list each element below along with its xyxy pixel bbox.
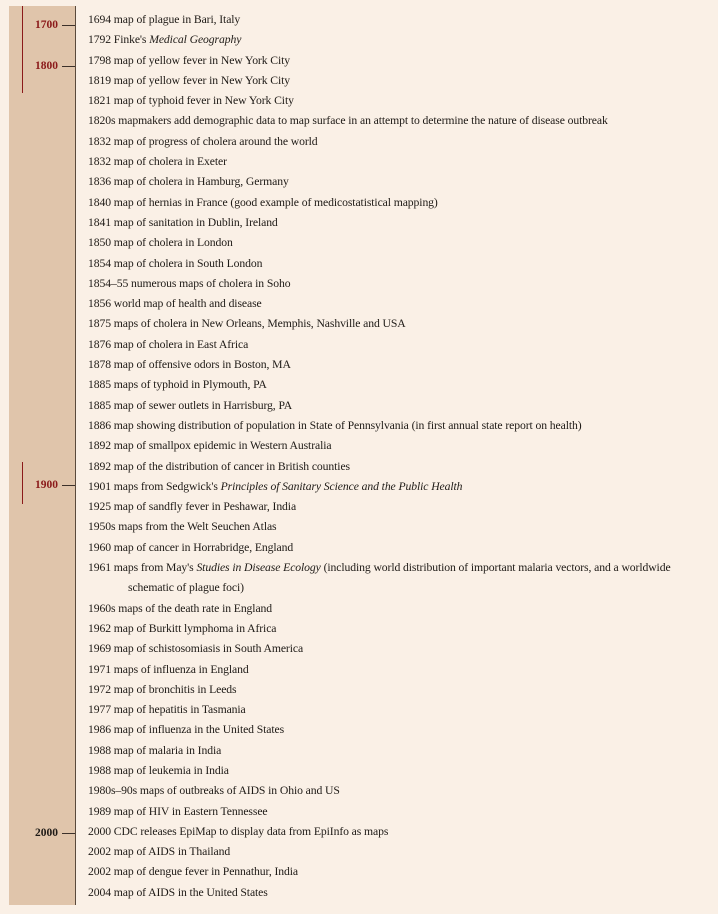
timeline-entry-text: 1960 map of cancer in Horrabridge, England bbox=[88, 540, 294, 554]
timeline-entry bbox=[88, 172, 714, 192]
timeline-entry bbox=[88, 883, 714, 903]
timeline-entry-text: 1850 map of cholera in London bbox=[88, 236, 233, 250]
timeline-entry-text: 1885 map of sewer outlets in Harrisburg, PA bbox=[88, 398, 293, 412]
timeline-entry-text: 1925 map of sandfly fever in Peshawar, India bbox=[88, 500, 297, 514]
timeline-entry bbox=[88, 822, 714, 842]
timeline-entry bbox=[88, 700, 714, 720]
timeline-entry bbox=[88, 71, 714, 91]
timeline-entry-text: 1969 map of schistosomiasis in South America bbox=[88, 642, 304, 656]
timeline-entry bbox=[88, 802, 714, 822]
timeline-entry-text: 1798 map of yellow fever in New York City bbox=[88, 53, 291, 67]
timeline-entry bbox=[88, 660, 714, 680]
timeline-entry bbox=[88, 111, 714, 131]
timeline-entry-text: 1832 map of cholera in Exeter bbox=[88, 155, 227, 169]
timeline-entry bbox=[88, 741, 714, 761]
timeline-entry-list bbox=[88, 10, 714, 903]
timeline-entry-text: 1988 map of malaria in India bbox=[88, 743, 222, 757]
timeline-entry bbox=[88, 842, 714, 862]
timeline-entry bbox=[88, 761, 714, 781]
timeline-entry-text: 1892 map of smallpox epidemic in Western Australia bbox=[88, 439, 332, 453]
timeline-entry bbox=[88, 355, 714, 375]
timeline-entry-text: 1836 map of cholera in Hamburg, Germany bbox=[88, 175, 289, 189]
timeline-entry bbox=[88, 396, 714, 416]
timeline-entry bbox=[88, 416, 714, 436]
timeline-entry bbox=[88, 233, 714, 253]
timeline-entry bbox=[88, 599, 714, 619]
timeline-entry bbox=[88, 254, 714, 274]
timeline-entry bbox=[88, 10, 714, 30]
timeline-entry-text: 2000 CDC releases EpiMap to display data from EpiInfo as maps bbox=[88, 824, 389, 838]
timeline-entry bbox=[88, 720, 714, 740]
timeline-entry-text: 1892 map of the distribution of cancer in British counties bbox=[88, 459, 350, 473]
timeline-entry-text: 1971 maps of influenza in England bbox=[88, 662, 249, 676]
year-marker-1700: 1700 bbox=[35, 19, 58, 31]
timeline-entry-text: 1694 map of plague in Bari, Italy bbox=[88, 13, 241, 26]
timeline-entry-title: Principles of Sanitary Science and the Public Health bbox=[220, 479, 463, 493]
timeline-entry-text: 1986 map of influenza in the United States bbox=[88, 723, 285, 737]
timeline-entry-text: 1821 map of typhoid fever in New York City bbox=[88, 94, 294, 108]
timeline-entry bbox=[88, 680, 714, 700]
timeline-entry bbox=[88, 213, 714, 233]
timeline-entry-text: 1980s–90s maps of outbreaks of AIDS in Ohio and US bbox=[88, 784, 340, 798]
timeline-entry bbox=[88, 781, 714, 801]
timeline-entry-text: 1878 map of offensive odors in Boston, MA bbox=[88, 358, 291, 372]
timeline-entry-text: 1856 world map of health and disease bbox=[88, 297, 262, 311]
timeline-entry bbox=[88, 517, 714, 537]
timeline-entry bbox=[88, 51, 714, 71]
timeline-year-panel bbox=[9, 6, 75, 905]
timeline-entry-text: 1989 map of HIV in Eastern Tennessee bbox=[88, 804, 268, 818]
timeline-entry bbox=[88, 436, 714, 456]
timeline-entry-text: 1885 maps of typhoid in Plymouth, PA bbox=[88, 378, 267, 392]
timeline-entry bbox=[88, 538, 714, 558]
timeline-entry-text: 2002 map of dengue fever in Pennathur, India bbox=[88, 865, 298, 879]
timeline-entry-text: 1972 map of bronchitis in Leeds bbox=[88, 682, 237, 696]
year-marker-2000: 2000 bbox=[35, 827, 58, 839]
timeline-entry bbox=[88, 91, 714, 111]
timeline-entry-text: 1820s mapmakers add demographic data to map surface in an attempt to determine the nature of disease outbreak bbox=[88, 114, 608, 128]
timeline-entry-text: 1962 map of Burkitt lymphoma in Africa bbox=[88, 621, 277, 635]
timeline-entry-text: 1950s maps from the Welt Seuchen Atlas bbox=[88, 520, 277, 534]
timeline-entry bbox=[88, 862, 714, 882]
timeline-entry-text: 1854 map of cholera in South London bbox=[88, 256, 263, 270]
timeline-entry bbox=[88, 30, 714, 50]
timeline-entry-text: 1977 map of hepatitis in Tasmania bbox=[88, 703, 246, 717]
timeline-entry-text: 1886 map showing distribution of population in State of Pennsylvania (in first annual state report on health) bbox=[88, 418, 582, 432]
year-tick-2000 bbox=[62, 833, 75, 834]
timeline-entry bbox=[88, 375, 714, 395]
timeline-entry bbox=[88, 193, 714, 213]
timeline-entry-text: 1876 map of cholera in East Africa bbox=[88, 337, 249, 351]
year-tick-1800 bbox=[62, 66, 75, 67]
timeline-entry-text: 1875 maps of cholera in New Orleans, Memphis, Nashville and USA bbox=[88, 317, 406, 331]
year-marker-1900: 1900 bbox=[35, 479, 58, 491]
timeline-entry-text: 1988 map of leukemia in India bbox=[88, 763, 229, 777]
timeline-entry bbox=[88, 294, 714, 314]
timeline-axis-line bbox=[75, 6, 76, 905]
timeline-entry bbox=[88, 335, 714, 355]
timeline-entry bbox=[88, 457, 714, 477]
timeline-entry bbox=[88, 152, 714, 172]
timeline-entry-text: 1819 map of yellow fever in New York City bbox=[88, 73, 291, 87]
timeline-entry bbox=[88, 619, 714, 639]
timeline-entry-text: 1832 map of progress of cholera around the world bbox=[88, 134, 318, 148]
year-tick-1700 bbox=[62, 25, 75, 26]
timeline-entry-text: 1840 map of hernias in France (good example of medicostatistical mapping) bbox=[88, 195, 438, 209]
timeline-entry bbox=[88, 639, 714, 659]
timeline-entry-text: 1960s maps of the death rate in England bbox=[88, 601, 273, 615]
timeline-entry bbox=[88, 558, 714, 599]
timeline-entry-text: 1901 maps from Sedgwick's bbox=[88, 479, 221, 493]
timeline-entry-text: 1854–55 numerous maps of cholera in Soho bbox=[88, 276, 291, 290]
timeline-entry-text: 2004 map of AIDS in the United States bbox=[88, 885, 268, 899]
timeline-entry bbox=[88, 497, 714, 517]
timeline-entry-title: Studies in Disease Ecology bbox=[196, 561, 321, 575]
year-marker-1800: 1800 bbox=[35, 60, 58, 72]
timeline-entry-title: Medical Geography bbox=[149, 33, 242, 47]
timeline-entry bbox=[88, 477, 714, 497]
timeline-entry-text: 1792 Finke's bbox=[88, 33, 150, 47]
timeline-entry-suffix: (including world distribution of important malaria vectors, and a worldwide schematic of plague foci) bbox=[128, 561, 671, 595]
timeline-entry bbox=[88, 274, 714, 294]
timeline-entry bbox=[88, 314, 714, 334]
year-tick-1900 bbox=[62, 485, 75, 486]
timeline-entry-text: 1961 maps from May's bbox=[88, 561, 197, 575]
timeline-entry-text: 2002 map of AIDS in Thailand bbox=[88, 845, 231, 859]
timeline-entry bbox=[88, 132, 714, 152]
timeline-entry-text: 1841 map of sanitation in Dublin, Ireland bbox=[88, 215, 278, 229]
